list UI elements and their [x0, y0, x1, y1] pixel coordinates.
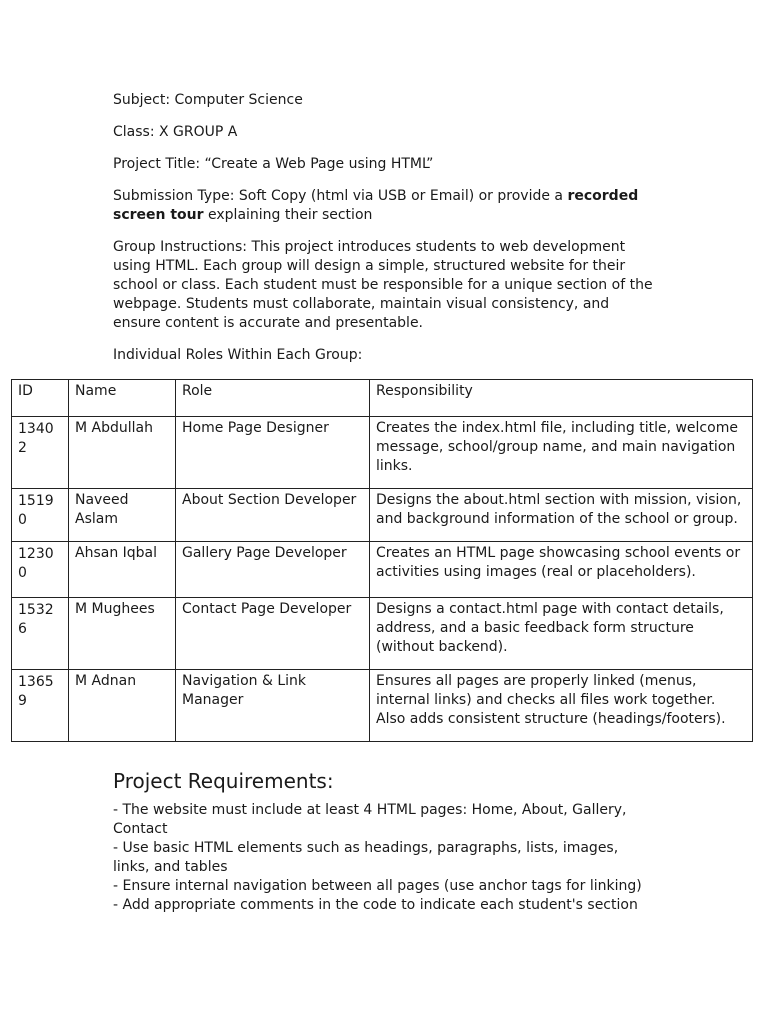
submission-type-prefix: Submission Type: Soft Copy (html via USB or Email) or provide a	[113, 188, 568, 204]
cell-responsibility: Creates an HTML page showcasing school events or activities using images (real or placeholders).	[370, 542, 753, 598]
requirements-title: Project Requirements:	[113, 769, 334, 793]
cell-id	[12, 489, 69, 542]
cell-id	[12, 542, 69, 598]
list-item: - Ensure internal navigation between all pages (use anchor tags for linking)	[113, 878, 642, 894]
cell-id-text: 12300	[18, 546, 54, 581]
cell-id-text: 15326	[18, 602, 54, 637]
cell-name: Ahsan Iqbal	[69, 542, 176, 598]
cell-responsibility: Creates the index.html file, including title, welcome message, school/group name, and main navigation links.	[370, 417, 753, 489]
submission-type-suffix: explaining their section	[203, 207, 373, 223]
table-row	[12, 417, 753, 489]
cell-role: Home Page Designer	[176, 417, 370, 489]
roles-table	[11, 379, 753, 742]
cell-role: Gallery Page Developer	[176, 542, 370, 598]
list-item: - The website must include at least 4 HTML pages: Home, About, Gallery, Contact	[113, 802, 627, 837]
requirements-list	[113, 801, 658, 915]
group-instructions: Group Instructions: This project introduces students to web development using HTML. Each group will design a simple, structured website for their school or class. Each student must be responsible for a unique section of the webpage. Students must collaborate, maintain visual consistency, and ensure content is accurate and presentable.	[113, 239, 653, 331]
cell-responsibility: Designs a contact.html page with contact details, address, and a basic feedback form structure (without backend).	[370, 598, 753, 670]
table-row	[12, 670, 753, 742]
cell-id-text: 13659	[18, 674, 54, 709]
submission-type-emphasis: recorded screen tour	[113, 188, 639, 223]
cell-role: Navigation & Link Manager	[176, 670, 370, 742]
cell-id	[12, 417, 69, 489]
header-role: Role	[176, 380, 370, 417]
list-item: - Use basic HTML elements such as headings, paragraphs, lists, images, links, and tables	[113, 840, 619, 875]
table-row	[12, 489, 753, 542]
cell-name: Naveed Aslam	[69, 489, 176, 542]
submission-type-line	[113, 187, 658, 225]
table-row	[12, 598, 753, 670]
cell-name: M Mughees	[69, 598, 176, 670]
table-header-row	[12, 380, 753, 417]
header-responsibility: Responsibility	[370, 380, 753, 417]
project-title-line: Project Title: “Create a Web Page using HTML”	[113, 156, 434, 172]
cell-responsibility: Designs the about.html section with mission, vision, and background information of the school or group.	[370, 489, 753, 542]
subject-line: Subject: Computer Science	[113, 92, 303, 108]
cell-responsibility: Ensures all pages are properly linked (menus, internal links) and checks all files work together. Also adds consistent structure (headings/footers).	[370, 670, 753, 742]
header-id: ID	[12, 380, 69, 417]
cell-name: M Abdullah	[69, 417, 176, 489]
list-item: - Add appropriate comments in the code to indicate each student's section	[113, 897, 638, 913]
cell-id	[12, 670, 69, 742]
cell-id-text: 13402	[18, 421, 54, 456]
class-line: Class: X GROUP A	[113, 124, 238, 140]
cell-name: M Adnan	[69, 670, 176, 742]
cell-role: Contact Page Developer	[176, 598, 370, 670]
roles-intro: Individual Roles Within Each Group:	[113, 347, 363, 363]
table-row	[12, 542, 753, 598]
cell-id	[12, 598, 69, 670]
cell-role: About Section Developer	[176, 489, 370, 542]
header-name: Name	[69, 380, 176, 417]
cell-id-text: 15190	[18, 493, 54, 528]
